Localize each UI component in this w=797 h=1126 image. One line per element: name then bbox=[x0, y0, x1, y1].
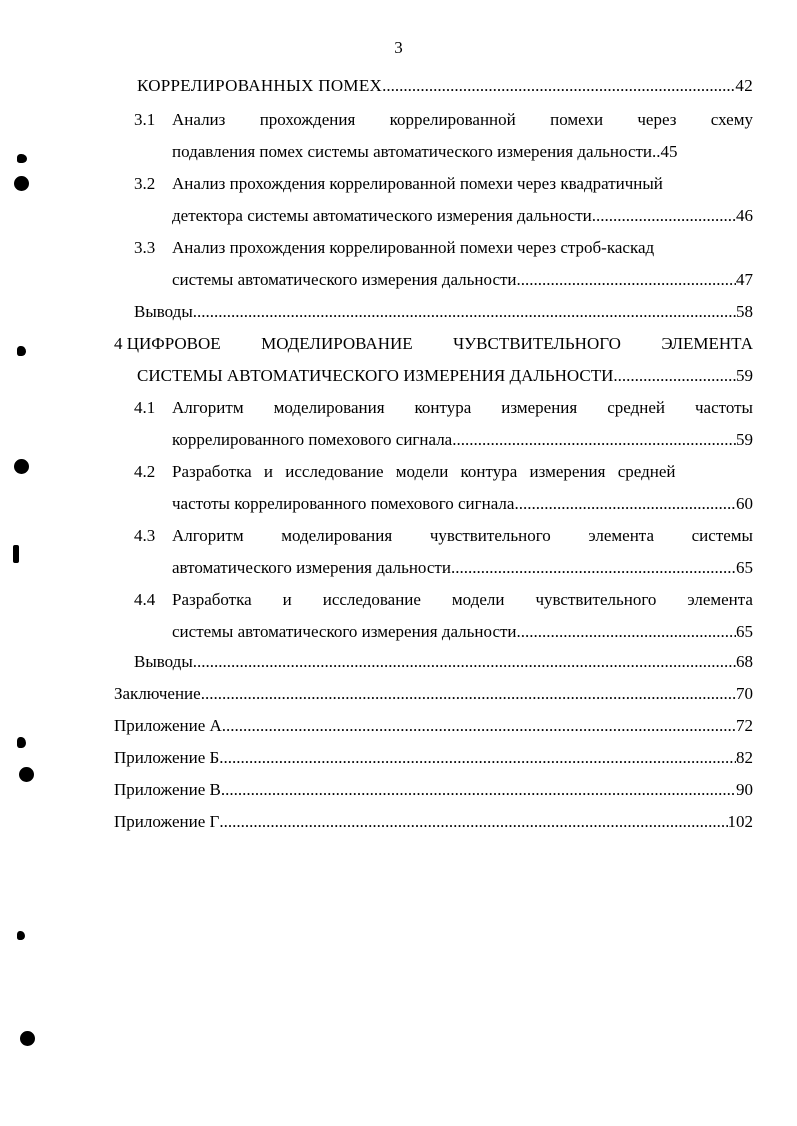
toc-word: Разработка bbox=[172, 590, 252, 609]
toc-entry-4-3-line1 bbox=[172, 524, 753, 548]
toc-entry-chapter-3-cont bbox=[137, 74, 753, 98]
toc-entry-title: СИСТЕМЫ АВТОМАТИЧЕСКОГО ИЗМЕРЕНИЯ ДАЛЬНОСТИ bbox=[137, 366, 614, 385]
toc-entry-chapter-4-line2 bbox=[137, 364, 753, 388]
toc-word: системы bbox=[691, 526, 753, 545]
toc-entry-title: Выводы bbox=[134, 652, 193, 671]
toc-section-number: 4.2 bbox=[134, 462, 156, 481]
toc-word: исследование bbox=[322, 590, 421, 609]
toc-entry-4-4-line1 bbox=[172, 588, 753, 612]
toc-entry-conclusions-3 bbox=[134, 300, 753, 324]
toc-entry-title: Приложение Г bbox=[114, 812, 220, 831]
toc-entry-4-1-line1 bbox=[172, 396, 753, 420]
toc-entry-title: автоматического измерения дальности bbox=[172, 558, 451, 577]
leader-dots bbox=[193, 300, 736, 324]
toc-word: элемента bbox=[588, 526, 654, 545]
toc-entry-title: Приложение А bbox=[114, 716, 222, 735]
toc-entry-title: частоты коррелированного помехового сигнала bbox=[172, 494, 515, 513]
leader-dots bbox=[222, 714, 736, 738]
toc-word: чувствительного bbox=[429, 526, 551, 545]
leader-dots bbox=[514, 492, 736, 516]
toc-entry-title: системы автоматического измерения дальности bbox=[172, 270, 517, 289]
toc-entry-chapter-4-line1 bbox=[114, 332, 753, 356]
toc-page-number: 46 bbox=[736, 206, 753, 225]
binder-hole bbox=[14, 176, 29, 191]
toc-page-number: 47 bbox=[736, 270, 753, 289]
page-number: 3 bbox=[394, 38, 403, 57]
toc-entry-title: Приложение Б bbox=[114, 748, 220, 767]
scan-speck bbox=[13, 545, 19, 563]
toc-section-number: 3.1 bbox=[134, 110, 156, 129]
toc-entry-appendix-g bbox=[114, 810, 753, 834]
toc-word: коррелированной bbox=[389, 110, 516, 129]
toc-entry-3-3-line1: Анализ прохождения коррелированной помехи через строб-каскад bbox=[172, 238, 655, 257]
leader-dots bbox=[517, 268, 736, 292]
toc-section-number: 4.3 bbox=[134, 526, 156, 545]
toc-entry-appendix-v bbox=[114, 778, 753, 802]
leader-dots bbox=[219, 746, 736, 770]
toc-word: ЭЛЕМЕНТА bbox=[661, 334, 753, 353]
toc-word: измерения bbox=[501, 398, 578, 417]
toc-section-number: 4.4 bbox=[134, 590, 156, 609]
toc-word: Алгоритм bbox=[172, 398, 244, 417]
toc-word: Анализ bbox=[172, 110, 226, 129]
toc-page-number: 72 bbox=[736, 716, 753, 735]
toc-entry-4-3-line2 bbox=[172, 556, 753, 580]
toc-entry-3-2-line2 bbox=[172, 204, 753, 228]
toc-page-number: 59 bbox=[736, 366, 753, 385]
toc-word: контура bbox=[414, 398, 472, 417]
leader-dots bbox=[592, 204, 736, 228]
toc-page-number: 65 bbox=[736, 558, 753, 577]
leader-dots bbox=[613, 364, 736, 388]
binder-hole bbox=[19, 767, 34, 782]
toc-page-number: 65 bbox=[736, 622, 753, 641]
leader-dots bbox=[221, 778, 736, 802]
toc-page-number: 42 bbox=[735, 76, 753, 95]
leader-dots bbox=[219, 810, 727, 834]
toc-word: помехи bbox=[550, 110, 604, 129]
leader-dots bbox=[517, 620, 736, 644]
toc-word: моделирования bbox=[281, 526, 393, 545]
toc-page-number: 68 bbox=[736, 652, 753, 671]
toc-word: 4 ЦИФРОВОЕ bbox=[114, 334, 221, 353]
leader-dots bbox=[193, 650, 736, 674]
toc-entry-title: Выводы bbox=[134, 302, 193, 321]
toc-word: чувствительного bbox=[535, 590, 657, 609]
toc-entry-4-2-line2 bbox=[172, 492, 753, 516]
toc-word: частоты bbox=[694, 398, 753, 417]
toc-section-number: 4.1 bbox=[134, 398, 156, 417]
toc-entry-title: Приложение В bbox=[114, 780, 221, 799]
toc-entry-title: системы автоматического измерения дальности bbox=[172, 622, 517, 641]
toc-word: через bbox=[637, 110, 677, 129]
binder-hole bbox=[20, 1031, 35, 1046]
toc-word: прохождения bbox=[259, 110, 356, 129]
toc-page-number: 102 bbox=[727, 812, 753, 831]
leader-dots bbox=[452, 428, 736, 452]
toc-word: Алгоритм bbox=[172, 526, 244, 545]
toc-entry-4-1-line2 bbox=[172, 428, 753, 452]
toc-section-number: 3.2 bbox=[134, 174, 156, 193]
binder-hole bbox=[14, 459, 29, 474]
toc-entry-title: коррелированного помехового сигнала bbox=[172, 430, 453, 449]
toc-word: схему bbox=[710, 110, 753, 129]
toc-entry-title: подавления помех системы автоматического измерения дальности bbox=[172, 142, 653, 161]
toc-entry-4-2-line1: Разработка и исследование модели контура измерения средней bbox=[172, 462, 676, 481]
toc-page-number: 70 bbox=[736, 684, 753, 703]
toc-entry-conclusions-4 bbox=[134, 650, 753, 674]
toc-word: элемента bbox=[687, 590, 753, 609]
leader-dots bbox=[382, 74, 735, 98]
toc-entry-title: КОРРЕЛИРОВАННЫХ ПОМЕХ bbox=[137, 76, 383, 95]
toc-word: МОДЕЛИРОВАНИЕ bbox=[261, 334, 413, 353]
toc-entry-4-4-line2 bbox=[172, 620, 753, 644]
toc-entry-3-1-line1 bbox=[172, 108, 753, 132]
toc-entry-title: детектора системы автоматического измерения дальности bbox=[172, 206, 592, 225]
toc-page-number: 59 bbox=[736, 430, 753, 449]
toc-page-number: 82 bbox=[736, 748, 753, 767]
toc-page-number: 60 bbox=[736, 494, 753, 513]
toc-page-number: 90 bbox=[736, 780, 753, 799]
toc-page-number: 58 bbox=[736, 302, 753, 321]
toc-word: средней bbox=[607, 398, 665, 417]
toc-word: модели bbox=[451, 590, 505, 609]
scan-speck bbox=[17, 931, 25, 940]
toc-entry-3-3-line2 bbox=[172, 268, 753, 292]
toc-word: ЧУВСТВИТЕЛЬНОГО bbox=[453, 334, 621, 353]
toc-word: и bbox=[282, 590, 292, 609]
toc-word: моделирования bbox=[273, 398, 385, 417]
toc-entry-title: Заключение bbox=[114, 684, 201, 703]
toc-entry-appendix-a bbox=[114, 714, 753, 738]
scan-speck bbox=[17, 154, 27, 163]
leader-dots: .. bbox=[652, 142, 661, 161]
leader-dots bbox=[201, 682, 736, 706]
scan-speck bbox=[17, 737, 26, 748]
toc-entry-3-1-line2 bbox=[172, 140, 753, 164]
leader-dots bbox=[451, 556, 736, 580]
toc-section-number: 3.3 bbox=[134, 238, 156, 257]
toc-entry-conclusion bbox=[114, 682, 753, 706]
toc-page-number: 45 bbox=[660, 142, 678, 161]
scan-speck bbox=[17, 346, 26, 356]
toc-entry-appendix-b bbox=[114, 746, 753, 770]
toc-entry-3-2-line1: Анализ прохождения коррелированной помехи через квадратичный bbox=[172, 174, 663, 193]
